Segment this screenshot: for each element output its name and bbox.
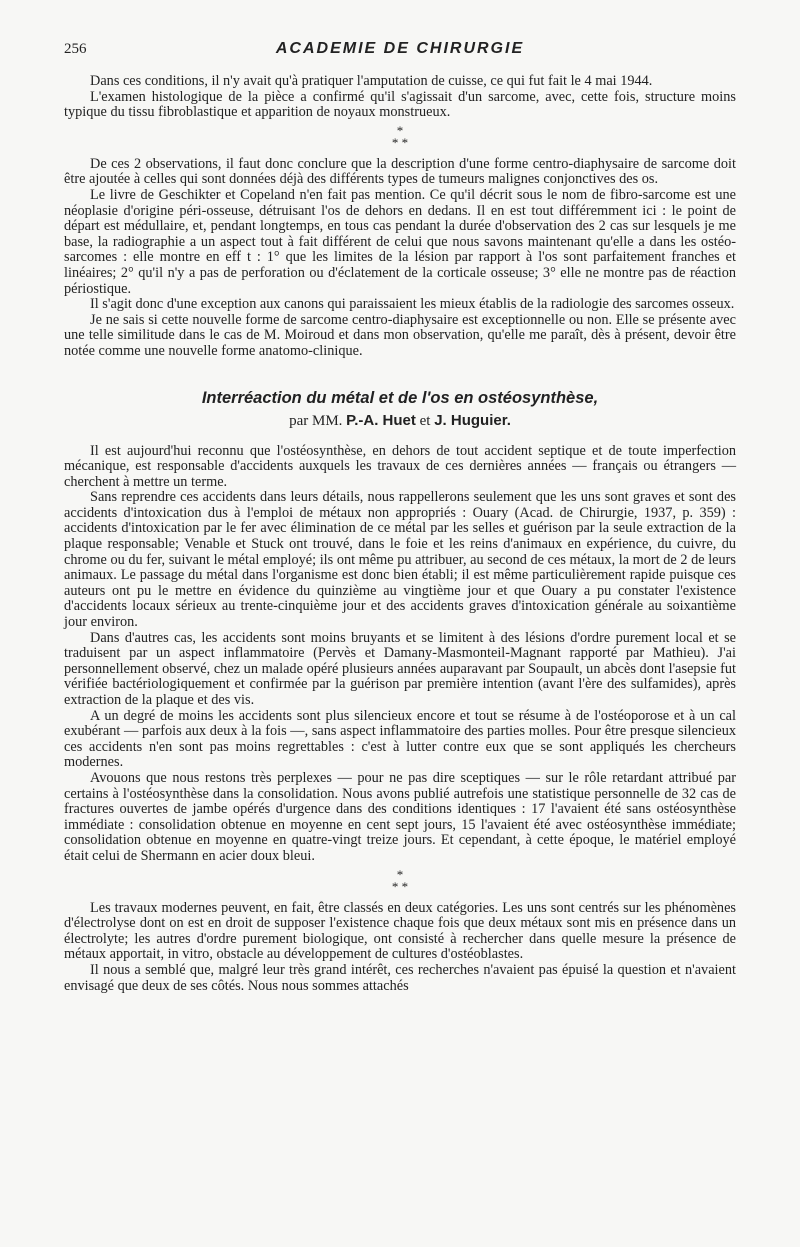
paragraph: A un degré de moins les accidents sont plus silencieux encore et tout se résume à de l'ostéoporose et à un cal exubérant — parfois aux deux à la fois —, sans aspect inflammatoire des parties molles. Pour être presque silencieux ces accidents n'en sont pas moins regrettables : c'est à lutter contre eux que se sont appliqués les chercheurs modernes. (64, 707, 736, 771)
paragraph: De ces 2 observations, il faut donc conclure que la description d'une forme centro-diaphysaire de sarcome doit être ajoutée à celles qui sont données déjà des différents types de tumeurs malignes conjonctives des os. (64, 155, 736, 188)
article-title: Interréaction du métal et de l'os en ostéosynthèse, (201, 388, 599, 407)
paragraph: Le livre de Geschikter et Copeland n'en fait pas mention. Ce qu'il décrit sous le nom de fibro-sarcome est une néoplasie d'origine péri-osseuse, détruisant l'os de dehors en dedans. Il en est tout différemment ici : le point de départ est médullaire, et, pendant longtemps, en tous cas pendant la durée d'observation des 2 cas sur lesquels je me base, la radiographie a un aspect tout à fait différent de celui que nous savons maintenant qu'elle a dans les ostéo-sarcomes : elle montre en eff t : 1° que les limites de la lésion par rapport à l'os sont parfaitement franches et linéaires; 2° qu'il n'y a pas de perforation ou d'éclatement de la corticale osseuse; 3° elle ne montre pas de réaction périostique. (64, 186, 736, 297)
paragraph: Les travaux modernes peuvent, en fait, être classés en deux catégories. Les uns sont centrés sur les phénomènes d'électrolyse dont on est en droit de supposer l'existence chaque fois que deux métaux sont mis en présence dans un électrolyte; les autres d'ordre purement biologique, ont consisté à rechercher dans quelle mesure la présence de métaux apportait, in vitro, obstacle au développement de cultures d'ostéoblastes. (64, 899, 736, 963)
article-byline: par MM. P.-A. Huet et J. Huguier. (289, 411, 511, 429)
author-name: J. Huguier. (434, 411, 511, 429)
paragraph: L'examen histologique de la pièce a confirmé qu'il s'agissait d'un sarcome, avec, cette fois, structure moins typique du tissu fibroblastique et apparition de noyaux monstrueux. (64, 88, 736, 121)
section-separator: * * * (391, 122, 409, 150)
section-separator: * * * (391, 866, 409, 894)
paragraph: Je ne sais si cette nouvelle forme de sarcome centro-diaphysaire est exceptionnelle ou non. Elle se présente avec une telle similitude dans le cas de M. Moiroud et dans mon observation, qu'elle me paraît, dès à présent, devoir être notée comme une nouvelle forme anatomo-clinique. (64, 311, 736, 359)
paragraph: Il s'agit donc d'une exception aux canons qui paraissaient les mieux établis de la radiologie des sarcomes osseux. (90, 296, 735, 313)
paragraph: Dans d'autres cas, les accidents sont moins bruyants et se limitent à des lésions d'ordre purement local et se traduisent par un aspect inflammatoire (Pervès et Damany-Masmonteil-Magnant rapporté par Mathieu). J'ai personnellement observé, chez un malade opéré plusieurs années auparavant par Soupault, un abcès dont l'asepsie fut vérifiée bactériologiquement et confirmée par la guérison par première intention (avant l'ère des sulfamides), après extraction de la plaque et des vis. (64, 629, 736, 708)
author-name: P.-A. Huet (346, 411, 416, 429)
paragraph: Dans ces conditions, il n'y avait qu'à pratiquer l'amputation de cuisse, ce qui fut fait le 4 mai 1944. (90, 73, 653, 89)
paragraph: Il est aujourd'hui reconnu que l'ostéosynthèse, en dehors de tout accident septique et de toute imperfection mécanique, est responsable d'accidents auxquels les travaux de ces dernières années — français ou étrangers — cherchent à mettre un terme. (64, 442, 736, 490)
paragraph: Sans reprendre ces accidents dans leurs détails, nous rappellerons seulement que les uns sont graves et sont des accidents d'intoxication dus à l'emploi de métaux non appropriés : Ouary (Acad. de Chirurgie, 1937, p. 359) : accidents d'intoxication par le fer avec élimination de ce métal par les selles et guérison par la seule extraction de la plaque responsable; Venable et Stuck ont trouvé, dans le foie et les reins d'animaux en expérience, du cuivre, du chrome ou du fer, suivant le métal employé; ils ont même pu attribuer, au second de ces métaux, la mort de 2 de leurs animaux. Le passage du métal dans l'organisme est donc bien établi; il est même particulièrement rapide puisque ces auteurs ont pu le mettre en évidence du quinzième au vingtième jour et que Ouary a pu constater l'existence d'accidents locaux sérieux au trente-cinquième jour et des accidents graves d'intoxication générale au soixantième jour environ. (64, 489, 736, 631)
page-number: 256 (64, 41, 87, 57)
paragraph: Il nous a semblé que, malgré leur très grand intérêt, ces recherches n'avaient pas épuisé la question et n'avaient envisagé que deux de ses côtés. Nous nous sommes attachés (64, 961, 736, 994)
page-header (64, 40, 736, 64)
paragraph: Avouons que nous restons très perplexes — pour ne pas dire sceptiques — sur le rôle retardant attribué par certains à l'ostéosynthèse dans la consolidation. Nous avons publié autrefois une statistique personnelle de 32 cas de fractures ouvertes de jambe opérés d'urgence dans des conditions identiques : 17 l'avaient été sans ostéosynthèse immédiate : consolidation obtenue en moyenne en cent sept jours, 15 l'avaient été avec ostéosynthèse immédiate; consolidation obtenue en moyenne en quatre-vingt treize jours. Et cependant, à cette époque, le matériel employé était celui de Shermann en acier doux bleui. (64, 769, 736, 864)
page-body (64, 74, 736, 994)
running-head: ACADEMIE DE CHIRURGIE (275, 40, 525, 57)
